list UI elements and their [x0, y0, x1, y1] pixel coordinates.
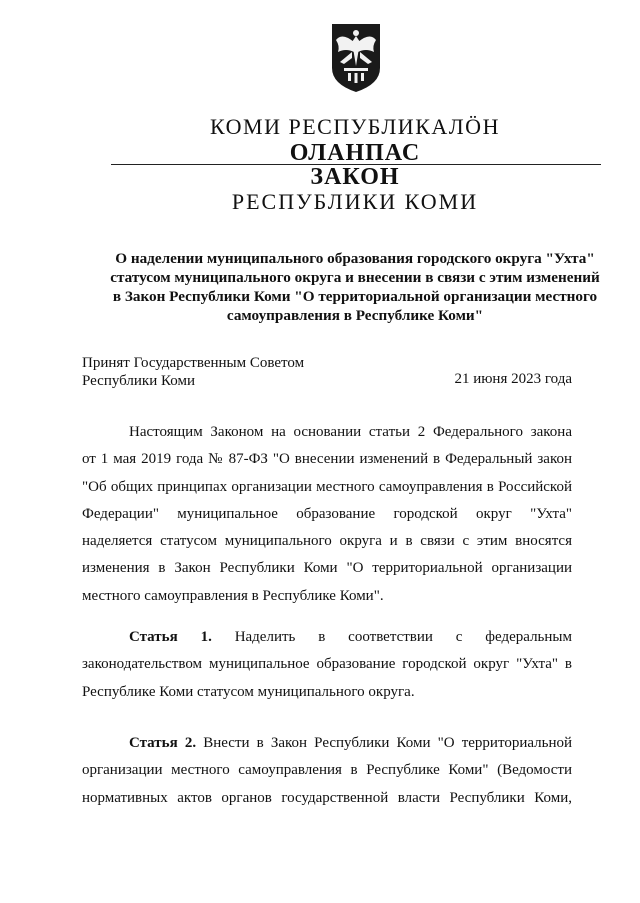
header-republic-komi: КОМИ РЕСПУБЛИКАЛÖН: [210, 114, 500, 139]
header-respubliki-komi: РЕСПУБЛИКИ КОМИ: [231, 189, 479, 214]
title-line: статусом муниципального округа и внесении в связи с этим изменений: [110, 269, 600, 286]
paragraph-line: [82, 730, 572, 757]
paragraph-line: изменения в Закон Республики Коми "О территориальной организации: [82, 560, 572, 577]
preamble-paragraph: [82, 419, 572, 610]
paragraph-line: Республике Коми статусом муниципального округа.: [82, 683, 415, 700]
article-2-text: Внести в Закон Республики Коми "О территориальной: [203, 735, 573, 751]
paragraph-line: наделяется статусом муниципального округа и в связи с этим вносятся: [82, 533, 572, 550]
header-zakon: ЗАКОН: [310, 164, 400, 190]
adopted-line: Принят Государственным Советом: [82, 355, 305, 371]
article-1-heading: Статья 1.: [129, 629, 212, 645]
paragraph-line: "Об общих принципах организации местного самоуправления в Российской: [82, 478, 572, 495]
paragraph-line: организации местного самоуправления в Республике Коми" (Ведомости: [82, 762, 572, 779]
article-1-paragraph: [82, 624, 572, 706]
paragraph-line: законодательством муниципальное образование городской округ "Ухта" в: [82, 656, 572, 673]
paragraph-line: [82, 624, 572, 651]
header-olanpas: ОЛАНПАС: [289, 140, 421, 166]
paragraph-line: Федерации" муниципальное образование городской округ "Ухта": [82, 505, 572, 522]
adopted-by: [82, 354, 304, 390]
title-line: самоуправления в Республике Коми": [226, 307, 484, 324]
title-line: О наделении муниципального образования городского округа "Ухта": [115, 250, 595, 267]
paragraph-line: местного самоуправления в Республике Коми".: [82, 587, 384, 604]
article-1-text: Наделить в соответствии с федеральным: [234, 629, 572, 645]
paragraph-line: от 1 мая 2019 года № 87-ФЗ "О внесении изменений в Федеральный закон: [82, 451, 572, 468]
title-line: в Закон Республики Коми "О территориальной организации местного: [112, 288, 598, 305]
adopted-line: Республики Коми: [82, 373, 195, 389]
paragraph-line: нормативных актов органов государственной власти Республики Коми,: [82, 789, 572, 806]
coat-of-arms-icon: [328, 22, 384, 94]
document-title: [60, 249, 640, 325]
article-2-paragraph: [82, 730, 572, 812]
article-2-heading: Статья 2.: [129, 735, 197, 751]
paragraph-line: Настоящим Законом на основании статьи 2 Федерального закона: [129, 424, 572, 440]
adoption-date: 21 июня 2023 года: [454, 371, 572, 387]
